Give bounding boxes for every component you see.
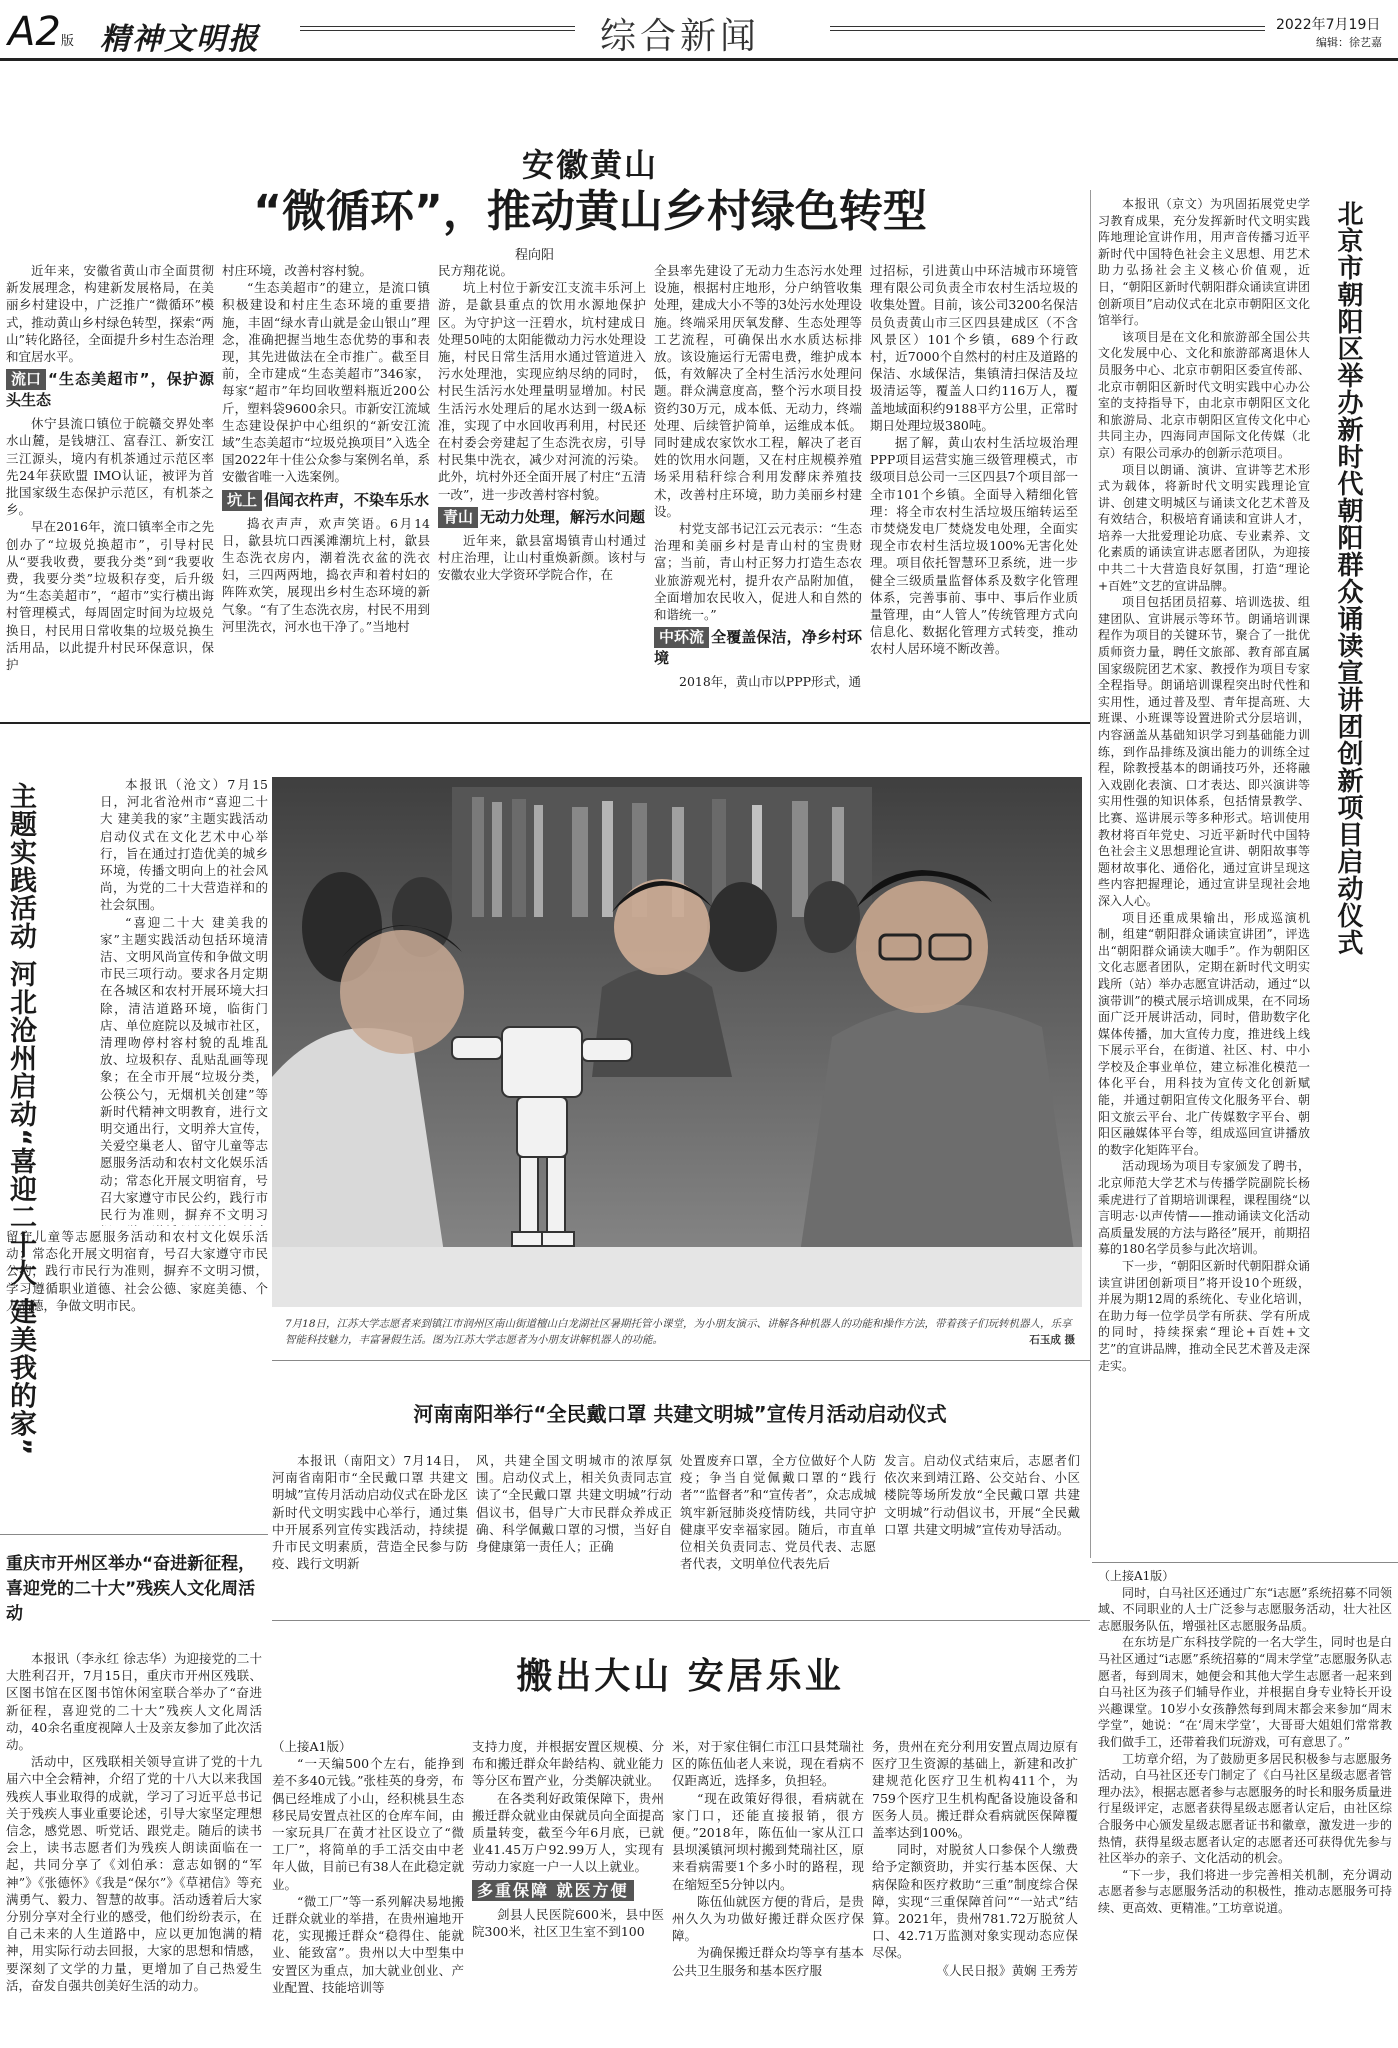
beijing-story-body: 本报讯（京文）为巩固拓展党史学习教育成果，充分发挥新时代文明实践阵地理论宣讲作用，用声音传播习近平新时代中国特色社会主义思想、用艺术助力弘扬社会主义核心价值观，近日，“朝阳区新时代朝阳群众诵读宣讲团创新项目”启动仪式在北京市朝阳区文化馆举行。 该项目是在文化和旅游部全国公共文化发展中心、文化和旅游部离退休人员服务中心、北京市朝阳区委宣传部、北京市朝阳区新时代文明实践中心办公室的支持指导下，由北京市朝阳区文化和旅游局、北京市朝阳区宣传文化中心共同主办，四海同声国际文化传媒（北京）有限公司承办的创新示范项目。 项目以朗诵、演讲、宣讲等艺术形式为载体，将新时代文明实践理论宣讲、创建文明城区与诵读文化艺术普及有效结合，积极培育诵读和宣讲人才，培养一大批爱理论功底、专业素养、文化素质的诵读宣讲志愿者团队，为迎接中共二十大营造良好氛围，打造“理论+百姓”文艺的宣讲品牌。 项目包括团员招募、培训选拔、组建团队、宣讲展示等环节。朗诵培训课程作为项目的关键环节，聚合了一批优质师资力量，聘任文旅部、教育部直属国家级院团艺术家、教授作为项目专家全程指导。朗诵培训课程突出时代性和实用性，通过普及型、青年提高班、大班课、小班课等设置进阶式分层培训，内容涵盖从基础知识学习到基础能力训练，到作品排练及演出能力的训练全过程，除教授基本的朗诵技巧外，还将融入戏剧化表演、口才表达、即兴演讲等实用性强的知识体系，包括情景教学、比赛、巡讲展示等多种形式。培训使用教材将百年党史、习近平新时代中国特色社会主义思想理论宣讲、朝阳故事等题材故事化、通俗化，通过宣讲呈现这些内容把握理论，通过宣讲呈现社会地深入人心。 项目还重成果输出，形成巡演机制，组建“朝阳群众诵读宣讲团”，评选出“朝阳群众诵读大咖手”。作为朝阳区文化志愿者团队，定期在新时代文明实践所（站）举办志愿宣讲活动，通过“以演带训”的模式展示培训成果，在不同场面广泛开展讲活动，同时，借助数字化媒体传播，加大宣传力度，推进线上线下展示平台，在街道、社区、村、中小学校及企事业单位，建立标准化模范一体化平台，用科技为宣传文化创新赋能，并通过朝阳宣传文化服务平台、朝阳文旅云平台、北广传媒数字平台、朝阳区融媒体平台等，组成巡回宣讲播放的数字化矩阵平台。 活动现场为项目专家颁发了聘书，北京师范大学艺术与传播学院副院长杨乘虎进行了首期培训课程，课程围绕“以言明志·以声传情——推动诵读文化活动高质量发展的方法与路径”展开，前期招募的180名学员参与此次培训。 下一步，“朝阳区新时代朝阳群众诵读宣讲团创新项目”将开设10个班级，并展为期12周的系统化、专业化培训，在助力每一位学员学有所获、学有所成的同时，持续探索“理论+百姓+文艺”的宣讲品牌，推动全民艺术普及走深走实。 <box>1098 197 1310 1373</box>
lead-subhead-2: 坑上 倡闻衣杵声，不染车乐水 <box>222 490 430 511</box>
issue-date: 2022年7月19日 <box>1276 17 1381 33</box>
masthead-divider-left <box>300 26 575 31</box>
lead-byline: 程向阳 <box>515 248 555 263</box>
nanyang-col-2: 风，共建全国文明城市的浓厚氛围。启动仪式上，相关负责同志宣读了“全民戴口罩 共建文明城”行动倡议书，倡导广大市民群众养成正确、科学佩戴口罩的习惯，当好自身健康第一责任人；正确 <box>476 1453 672 1555</box>
masthead <box>0 0 1398 62</box>
lead-col-5: 过招标，引进黄山中环洁城市环境管理有限公司负责全市农村生活垃圾的收集处置。目前，该公司3200名保洁员负责黄山市三区四县建成区（不含风景区）101个乡镇，689个行政村，近7000个自然村的村庄及道路的保洁、水域保洁，集镇清扫保洁及垃圾清运等，覆盖人口约116万人，覆盖地域面积约9188平方公里，正常时期日处理垃圾380吨。 据了解，黄山农村生活垃圾治理PPP项目运营实施三级管理模式，市级项目总公司一三区四县7个项目部一全市101个乡镇。全面导入精细化管理：将全市农村生活垃圾压缩转运至市焚烧发电厂焚烧发电处理，全面实现全市农村生活垃圾100%无害化处理。项目依托智慧环卫系统，进一步健全三级质量监督体系及数字化管理体系，完善事前、事中、事后作业质量管理，由“人管人”传统管理方式向信息化、数据化管理方式转变，推动农村人居环境不断改善。 <box>870 263 1078 657</box>
nanyang-headline: 河南南阳举行“全民戴口罩 共建文明城”宣传月活动启动仪式 <box>413 1402 947 1426</box>
lead-col-1: 近年来，安徽省黄山市全面贯彻新发展理念，构建新发展格局，在美丽乡村建设中，广泛推广“微循环”模式，推动黄山乡村绿色转型，探索“两山”转化路径，全面提升乡村生态治理和宜居水平。 流口 “生态美超市”，保护源头生态 休宁县流口镇位于皖赣交界处率水山麓，是钱塘江、富春江、新安江三江源头，境内有机茶通过示范区率先24年获欧盟 IMO认证，被评为首批国家级生态保护示范区，有机茶之乡。 早在2016年，流口镇率全市之先创办了“垃圾兑换超市”，引导村民从“要我收费，要我分类”到“我要收费，我要分类”垃圾积存变，后升级为“生态美超市”，“超市”实行横出诲村管理模式，每周固定时间为垃圾兑换日，村民用日常收集的垃圾兑换生活用品，以此提升村民环保意识，保护 <box>6 263 214 673</box>
lead-headline: “微循环”，推动黄山乡村绿色转型 <box>253 186 927 237</box>
hebei-story-body: 本报讯（沧文）7月15日，河北省沧州市“喜迎二十大 建美我的家”主题实践活动启动仪式在文化艺术中心举行，旨在通过打造优美的城乡环境，传播文明向上的社会风尚，为党的二十大营造祥和的社会氛围。 “喜迎二十大 建美我的家”主题实践活动包括环境清洁、文明风尚宣传和争做文明市民三项行动。要求各月定期在各城区和农村开展环境大扫除，清洁道路环境，临街门店、单位庭院以及城市社区，清理吻停村容村貌的乱堆乱放、垃圾积存、乱贴乱画等现象；在全市开展“垃圾分类，公筷公勺，无烟机关创建”等新时代精神文明教育，进行文明交通出行，文明养大宣传，关爱空巢老人、留守儿童等志愿服务活动和农村文化娱乐活动；常态化开展文明宿育，号召大家遵守市民公约，践行市民行为准则，摒弃不文明习 <box>100 777 268 1223</box>
lead-col-4: 全县率先建设了无动力生态污水处理设施，根据村庄地形，分户纳管收集处理，建成大小不等的3处污水处理设施。终端采用厌氧发酵、生态处理等工艺流程，可确保出水水质达标排放。该设施运行无需电费，维护成本低，有效解决了全村生活污水处理问题。群众满意度高，整个污水项目投资约30万元，成本低、无动力，终端处理、后续管护简单，运维成本低。同时建成农家饮水工程，解决了老百姓的饮用水问题，又在村庄规模养殖场采用秸秆综合利用发酵床养殖技术，改善村庄环境，助力美丽乡村建设。 村党支部书记江云元表示：“生态治理和美丽乡村是青山村的宝贵财富；当前，青山村正努力打造生态农业旅游观光村，提升农产品附加值，全面增加农民收入，促进人和自然的和谐统一。” 中环流 全覆盖保洁，净乡村环境 2018年，黄山市以PPP形式，通 <box>654 263 862 690</box>
lead-subhead-4: 中环流 全覆盖保洁，净乡村环境 <box>654 628 862 668</box>
lead-col-3: 民方翔花说。 坑上村位于新安江支流丰乐河上游，是歙县重点的饮用水源地保护区。为守护这一汪碧水，坑村建成日处理50吨的太阳能微动力污水处理设施，村民日常生活用水通过管道进入污水处理池，实现应纳尽纳的同时，村民生活污水处理量明显增加。村民生活污水处理后的尾水达到一级A标准，实现了中水回收再利用，村民还在村委会旁建起了生态洗衣房，引导村民集中洗衣，减少对河流的污染。此外，坑村外还全面开展了村庄“五清一改”，进一步改善村容村貌。 青山 无动力处理，解污水问题 近年来，歙县富堨镇青山村通过村庄治理，让山村重焕新颜。该村与安徽农业大学资环学院合作，在 <box>438 263 646 583</box>
lead-kicker: 安徽黄山 <box>521 146 658 184</box>
section-title: 综合新闻 <box>600 16 761 57</box>
lead-col-2: 村庄环境，改善村容村貌。 “生态美超市”的建立，是流口镇积极建设和村庄生态环境的重要措施，丰固“绿水青山就是金山银山”理念，准确把握当地生态优势的事和表现，其先进做法在全市推广。截至目前，全市建成“生态美超市”346家，每家“超市”年均回收塑料瓶近200公斤，塑料袋9600余只。市新安江流域生态建设保护中心组织的“新安江流域”生态美超市“垃圾兑换项目”入选全国2022年十佳公众参与案例名单，系安徽省唯一入选案例。 坑上 倡闻衣杵声，不染车乐水 捣衣声声，欢声笑语。6月14日，歙县坑口西溪滩潮坑上村，歙县生态洗衣房内，潮着洗衣盆的洗衣妇，三四两两地，捣衣声和着村妇的阵阵欢笑，展现出乡村生态环境的新气象。“有了生态洗衣房，村民不用到河里洗衣，河水也干净了。”当地村 <box>222 263 430 634</box>
masthead-divider-right <box>830 26 1265 31</box>
chongqing-body: 本报讯（李永红 徐志华）为迎接党的二十大胜利召开，7月15日，重庆市开州区残联、区图书馆在区图书馆休闲室联合举办了“奋进新征程，喜迎党的二十大”残疾人文化周活动，40余名重度视障人士及亲友参加了此次活动。 活动中，区残联相关领导宣讲了党的十九届六中全会精神，介绍了党的十八大以来我国残疾人事业取得的成就，学习了习近平总书记关于残疾人事业重要论述，引导大家坚定理想信念，感党恩、听党话、跟党走。随后的读书会上，读书志愿者们为残疾人朗读面临在一起，共同分享了《刘伯承：意志如钢的“军神”》《张德怀》《我是“保尔”》《草裙信》等充满勇气、毅力、智慧的故事。活动透着后大家分别分享对全行业的感受，他们纷纷表示，在自己未来的人生道路中，应以更加饱满的精神，用实际行动去回报，大家的思想和情感，要深刻了文学的力量，更增加了自己热爱生活，奋发自强共创美好生活的动力。 <box>6 1651 262 1993</box>
beijing-headline: 北京市朝阳区举办新时代朝阳群众诵读宣讲团创新项目启动仪式 <box>1333 200 1363 956</box>
editor: 编辑：徐艺嘉 <box>1316 36 1382 49</box>
pinkun-subhead: 多重保障 就医方便 <box>472 1880 664 1902</box>
photo-credit: 石玉成 摄 <box>1029 1334 1075 1346</box>
paper-name: 精神文明报 <box>100 22 260 57</box>
page-number: A2版 <box>8 9 74 55</box>
nanyang-col-3: 处置废弃口罩，全方位做好个人防疫；争当自觉佩戴口罩的“践行者”“监督者”和“宣传者”，众志成城筑牢新冠肺炎疫情防线，共同守护健康平安幸福家园。随后，市直单位相关负责同志、党员代表、志愿者代表，文明单位代表先后 <box>680 1453 876 1572</box>
chongqing-headline: 重庆市开州区举办“奋进新征程，喜迎党的二十大”残疾人文化周活动 <box>6 1554 256 1624</box>
pinkun-headline: 搬出大山 安居乐业 <box>516 1656 844 1697</box>
hebei-story-body-cont: 留守儿童等志愿服务活动和农村文化娱乐活动；常态化开展文明宿育，号召大家遵守市民公约，践行市民行为准则，摒弃不文明习惯，学习遵循职业道德、社会公德、家庭美德、个人品德，争做文明市民。 <box>6 1229 268 1313</box>
pinkun-col-3: 米，对于家住铜仁市江口县梵瑞社区的陈伍仙老人来说，现在看病不仅距离近，选择多，负担轻。 “现在政策好得很，看病就在家门口，还能直接报销，很方便。”2018年，陈伍仙一家从江口县坝溪镇河坝村搬到梵瑞社区，原来看病需要1个多小时的路程，现在缩短至5分钟以内。 陈伍仙就医方便的背后，是贵州久久为功做好搬迁群众医疗保障。 为确保搬迁群众均等享有基本公共卫生服务和基本医疗服 <box>672 1739 864 1978</box>
lead-subhead-1: 流口 “生态美超市”，保护源头生态 <box>6 370 214 410</box>
pinkun-col-1: （上接A1版） “一天编500个左右，能挣到差不多40元钱。”张桂英的身旁，布偶已经堆成了小山，经积桃县生态移民局安置点社区的仓库车间，由一家玩具厂在黄才社区设立了“微工厂”，将简单的手工活交由中老年人做，目前已有38人在此稳定就业。 “微工厂”等一系列解决易地搬迁群众就业的举措，在贵州遍地开花，实现搬迁群众“稳得住、能就业、能致富”。贵州以大中型集中安置区为重点，加大就业创业、产业配置、技能培训等 <box>272 1739 464 1995</box>
hebei-headline: 主题实践活动 河北沧州启动“喜迎二十大 建美我的家” <box>5 782 36 1457</box>
news-photo <box>272 777 1082 1307</box>
robot-workshop-photo <box>272 777 1082 1307</box>
pinkun-col-2: 支持力度，并根据安置区规模、分布和搬迁群众年龄结构、就业能力等分区布置产业，分类解决就业。 在各类利好政策保障下，贵州搬迁群众就业由保就员向全面提高质量转变，截至今年6月底，已就业41.45万户92.99万人，实现有劳动力家庭一户一人以上就业。 多重保障 就医方便 剑县人民医院600米，县中医院300米，社区卫生室不到100 <box>472 1739 664 1939</box>
lead-subhead-3: 青山 无动力处理，解污水问题 <box>438 507 646 528</box>
nanyang-col-4: 发言。启动仪式结束后，志愿者们依次来到靖江路、公交站台、小区楼院等场所发放“全民戴口罩 共建文明城”行动倡议书，开展“全民戴口罩 共建文明城”宣传劝导活动。 <box>884 1453 1080 1537</box>
pinkun-col-4: 务，贵州在充分利用安置点周边原有医疗卫生资源的基础上，新建和改扩建规范化医疗卫生机构411个，为759个医疗卫生机构配备设施设备和医务人员。搬迁群众看病就医保障覆盖率达到100%。 同时，对脱贫人口参保个人缴费给予定额资助，并实行基本医保、大病保险和医疗救助“三重”制度综合保障，实现“三重保障首问”“一站式”结算。2021年，贵州781.72万脱贫人口、42.71万监测对象实现动态应保尽保。 《人民日报》黄娴 王秀芳 <box>872 1739 1078 1978</box>
volunteer-story-body: （上接A1版） 同时，白马社区还通过广东“i志愿”系统招募不同领域、不同职业的人士广泛参与志愿服务活动，壮大社区志愿服务队伍，增强社区志愿服务品质。 在东坊是广东科技学院的一名大学生，同时也是白马社区通过“i志愿”系统招募的“周末学堂”志愿服务队志愿者，每到周末，她便会和其他大学生志愿者一起来到白马社区为孩子们辅导作业，并根据自身专业特长开设兴趣课堂。10岁小女孩静然每到周末都会来参加“周末学堂”，她说：“在‘周末学堂’，大哥哥大姐姐们常常教我们做手工，还带着我们玩游戏，可有意思了。” 工坊章介绍，为了鼓励更多居民积极参与志愿服务活动，白马社区还专门制定了《白马社区星级志愿者管理办法》，根据志愿者参与志愿服务的时长和服务质量进行星级评定，志愿者获得星级志愿者认定后，由社区综合服务中心颁发星级志愿者证书和徽章，激发进一步的热情，获得星级志愿者认定的志愿者还可获得优先参与社区举办的亲子、文化活动的机会。 “下一步，我们将进一步完善相关机制，充分调动志愿者参与志愿服务活动的积极性，推动志愿服务可持续、更高效、更精准。”工坊章说道。 <box>1098 1569 1392 1915</box>
photo-caption: 7月18日，江苏大学志愿者来到镇江市润州区南山街道檀山白龙湖社区暑期托管小课堂，为小朋友演示、讲解各种机器人的功能和操作方法，带着孩子们玩转机器人，乐享智能科技魅力，丰富暑假生活。图为江苏大学志愿者为小朋友讲解机器人的功能。 石玉成 摄 <box>285 1318 1075 1346</box>
nanyang-col-1: 本报讯（南阳文）7月14日，河南省南阳市“全民戴口罩 共建文明城”宣传月活动启动仪式在卧龙区新时代文明实践中心举行，通过集中开展系列宣传实践活动，持续提升市民文明素质，营造全民参与防疫、践行文明新 <box>272 1453 468 1572</box>
